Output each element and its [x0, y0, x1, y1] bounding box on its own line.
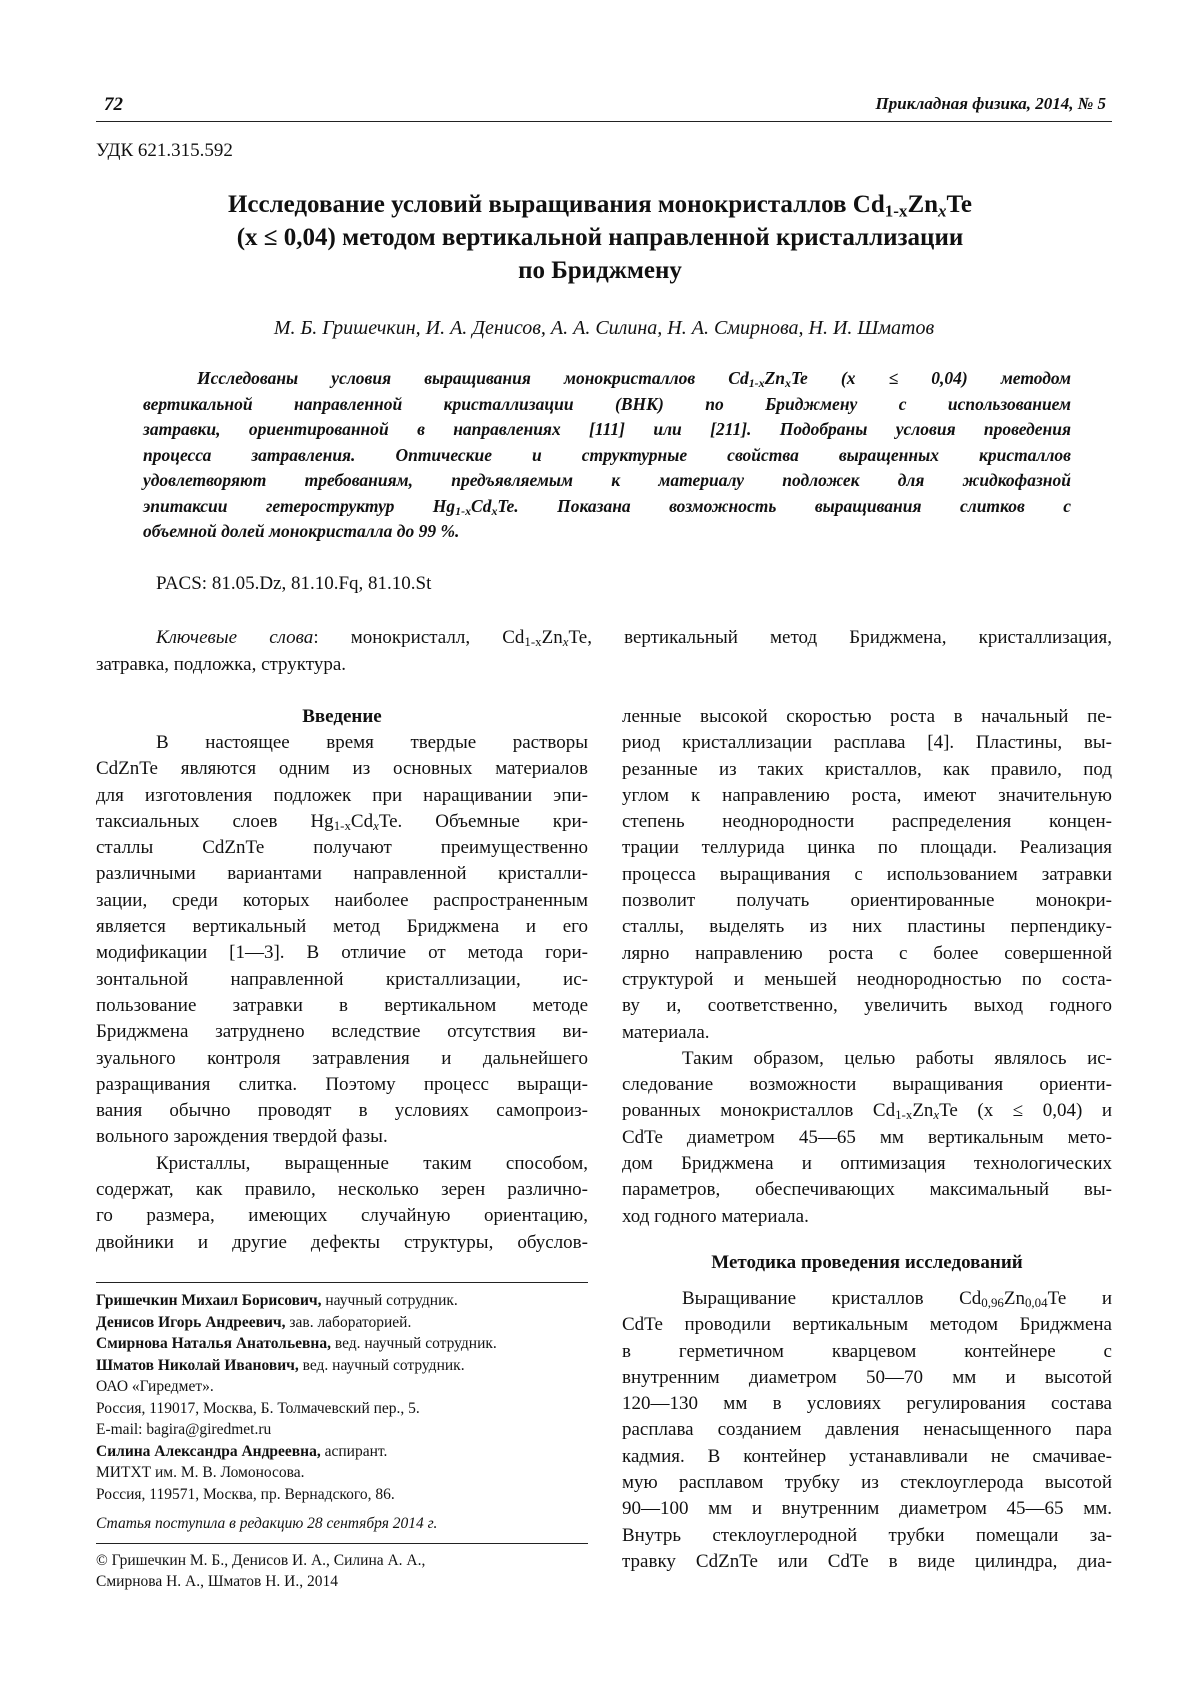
footnote-line: Гришечкин Михаил Борисович, научный сотрудник.: [96, 1292, 458, 1309]
text-line: В настоящее время твердые растворы: [156, 732, 588, 753]
footnote-line: ОАО «Гиредмет».: [96, 1378, 214, 1395]
abstract-line: процесса затравления. Оптические и структурные свойства выращенных кристаллов: [143, 444, 1071, 465]
title-line: по Бриджмену: [518, 257, 682, 284]
text-line: сталлы CdZnTe получают преимущественно: [96, 837, 588, 859]
keywords: [96, 624, 1112, 678]
keywords-label: Ключевые слова: [156, 627, 314, 648]
footnote-email: E-mail: bagira@giredmet.ru: [96, 1421, 272, 1438]
footnote-line: Россия, 119017, Москва, Б. Толмачевский пер., 5.: [96, 1399, 420, 1417]
text-line: зонтальной направленной кристаллизации, ис-: [96, 968, 588, 990]
footnote-line: Силина Александра Андреевна, аспирант.: [96, 1442, 388, 1460]
text-line: степень неоднородности распределения концен-: [622, 811, 1112, 833]
text-line: CdTe проводили вертикальным методом Бриджмена: [622, 1314, 1112, 1336]
page-number: 72: [104, 94, 123, 115]
text-line: вольного зарождения твердой фазы.: [96, 1126, 388, 1148]
text-line: таксиальных слоев $Hg_{1-x}Cd_xTe$. Объемные кри-: [96, 810, 588, 834]
copyright-divider: [96, 1543, 588, 1544]
received-date: Статья поступила в редакцию 28 сентября 2014 г.: [96, 1515, 438, 1532]
text-line: зуального контроля затравления и дальнейшего: [96, 1047, 588, 1069]
text-line: CdZnTe являются одним из основных материалов: [96, 758, 588, 780]
abstract-line: удовлетворяют требованиям, предъявляемым к материалу подложек для жидкофазной: [143, 470, 1071, 490]
text-line: является вертикальный метод Бриджмена и его: [96, 916, 588, 938]
abstract-line: вертикальной направленной кристаллизации (ВНК) по Бриджмену с использованием: [143, 393, 1071, 414]
text-line: 120—130 мм в условиях регулирования состава: [622, 1393, 1112, 1415]
text-line: 90—100 мм и внутренним диаметром 45—65 мм.: [622, 1498, 1112, 1520]
text-line: в герметичном кварцевом контейнере с: [622, 1340, 1112, 1362]
text-line: ву и, соответственно, увеличить выход годного: [622, 995, 1112, 1017]
keywords-line: затравка, подложка, структура.: [96, 654, 346, 675]
running-header: [96, 92, 1112, 122]
right-column: [622, 704, 1112, 1575]
text-line: следование возможности выращивания ориенти-: [622, 1074, 1112, 1096]
text-line: Бриджмена затруднено вследствие отсутствия ви-: [96, 1021, 588, 1043]
abstract-line: эпитаксии гетероструктур $Hg_{1-x}Cd_xTe$. Показана возможность выращивания слитков с: [143, 495, 1072, 518]
text-line: Выращивание кристаллов $Cd_{0,96}Zn_{0,04}Te$ и: [682, 1287, 1112, 1311]
text-line: расплава созданием давления ненасыщенного пара: [622, 1419, 1112, 1441]
text-line: параметров, обеспечивающих максимальный вы-: [622, 1179, 1112, 1201]
footnote-line: Денисов Игорь Андреевич, зав. лабораторией.: [96, 1313, 412, 1331]
footnote-line: Смирнова Наталья Анатольевна, вед. научный сотрудник.: [96, 1335, 497, 1352]
text-line: процесса выращивания с использованием затравки: [622, 863, 1112, 885]
text-line: внутренним диаметром 50—70 мм и высотой: [622, 1366, 1112, 1388]
text-line: Внутрь стеклоуглеродной трубки помещали за-: [622, 1524, 1112, 1546]
author-footnotes: [96, 1290, 596, 1593]
footnote-line: Россия, 119571, Москва, пр. Вернадского, 86.: [96, 1485, 395, 1503]
keywords-line: Ключевые слова: монокристалл, $Cd_{1-x}Zn_xTe$, вертикальный метод Бриджмена, кристаллизация,: [156, 627, 1112, 650]
author-list: М. Б. Гришечкин, И. А. Денисов, А. А. Силина, Н. А. Смирнова, Н. И. Шматов: [273, 317, 935, 339]
title-line: (x ≤ 0,04) методом вертикальной направленной кристаллизации: [236, 224, 964, 251]
text-line: зации, среди которых наиболее распространенным: [96, 889, 588, 911]
title-line: Исследование условий выращивания монокристаллов $Cd_{1-x}Zn_xTe$: [227, 191, 973, 221]
text-line: материала.: [622, 1021, 710, 1043]
text-line: сталлы, выделять из них пластины перпендику-: [622, 916, 1112, 938]
text-line: различными вариантами направленной кристалли-: [96, 863, 588, 885]
text-line: травку CdZnTe или CdTe в виде цилиндра, диа-: [622, 1550, 1112, 1572]
abstract: [143, 366, 1071, 545]
text-line: Кристаллы, выращенные таким способом,: [156, 1152, 588, 1174]
text-line: резанные из таких кристаллов, как правило, под: [622, 758, 1112, 780]
text-line: дом Бриджмена и оптимизация технологических: [622, 1153, 1112, 1175]
text-line: риод кристаллизации расплава [4]. Пластины, вы-: [622, 732, 1112, 754]
spacer: [622, 1230, 1112, 1250]
article-title: [150, 188, 1050, 287]
text-line: разращивания слитка. Поэтому процесс выращи-: [96, 1073, 588, 1095]
journal-info: Прикладная физика, 2014, № 5: [875, 94, 1106, 113]
footnote-line: Шматов Николай Иванович, вед. научный сотрудник.: [96, 1356, 465, 1374]
text-line: вания обычно проводят в условиях самопроиз-: [96, 1100, 588, 1122]
text-line: лярно направлению роста с более совершенной: [622, 942, 1112, 964]
copyright-line: © Гришечкин М. Б., Денисов И. А., Силина А. А.,: [96, 1551, 426, 1569]
left-column: [96, 704, 588, 1256]
abstract-line: Исследованы условия выращивания монокристаллов $Cd_{1-x}Zn_xTe$ (x ≤ 0,04) методом: [197, 368, 1071, 390]
text-line: CdTe диаметром 45—65 мм вертикальным мето-: [622, 1126, 1112, 1148]
abstract-line: затравки, ориентированной в направлениях [111] или [211]. Подобраны условия проведения: [143, 419, 1071, 439]
text-line: кадмия. В контейнер устанавливали не смачивае-: [622, 1445, 1112, 1467]
udk-code: УДК 621.315.592: [96, 140, 233, 161]
text-line: модификации [1—3]. В отличие от метода гори-: [96, 942, 588, 964]
section-heading-introduction: Введение: [302, 706, 382, 727]
footnote-line: МИТХТ им. М. В. Ломоносова.: [96, 1464, 305, 1481]
text-line: Таким образом, целью работы являлось ис-: [682, 1047, 1112, 1069]
text-line: позволит получать ориентированные монокри-: [622, 890, 1112, 912]
text-line: для изготовления подложек при наращивании эпи-: [96, 784, 588, 806]
text-line: структурой и меньшей неоднородностью по соста-: [622, 968, 1112, 990]
text-line: углом к направлению роста, имеют значительную: [622, 784, 1112, 806]
text-line: пользование затравки в вертикальном методе: [96, 994, 588, 1016]
text-line: го размера, имеющих случайную ориентацию,: [96, 1205, 588, 1227]
abstract-line: объемной долей монокристалла до 99 %.: [143, 521, 460, 541]
footnote-divider: [96, 1282, 588, 1283]
text-line: рованных монокристаллов $Cd_{1-x}Zn_xTe$ (x ≤ 0,04) и: [622, 1100, 1112, 1123]
text-line: двойники и другие дефекты структуры, обуслов-: [96, 1231, 588, 1253]
spacer: [622, 1276, 1112, 1286]
text-line: трации теллурида цинка по площади. Реализация: [622, 837, 1112, 859]
text-line: ленные высокой скоростью роста в начальный пе-: [622, 706, 1112, 727]
text-line: ход годного материала.: [622, 1205, 809, 1227]
section-heading-methods: Методика проведения исследований: [711, 1251, 1023, 1273]
pacs-codes: PACS: 81.05.Dz, 81.10.Fq, 81.10.St: [156, 573, 432, 594]
copyright-line: Смирнова Н. А., Шматов Н. И., 2014: [96, 1573, 338, 1590]
text-line: мую расплавом трубку из стеклоуглерода высотой: [622, 1472, 1112, 1494]
text-line: содержат, как правило, несколько зерен различно-: [96, 1179, 588, 1201]
